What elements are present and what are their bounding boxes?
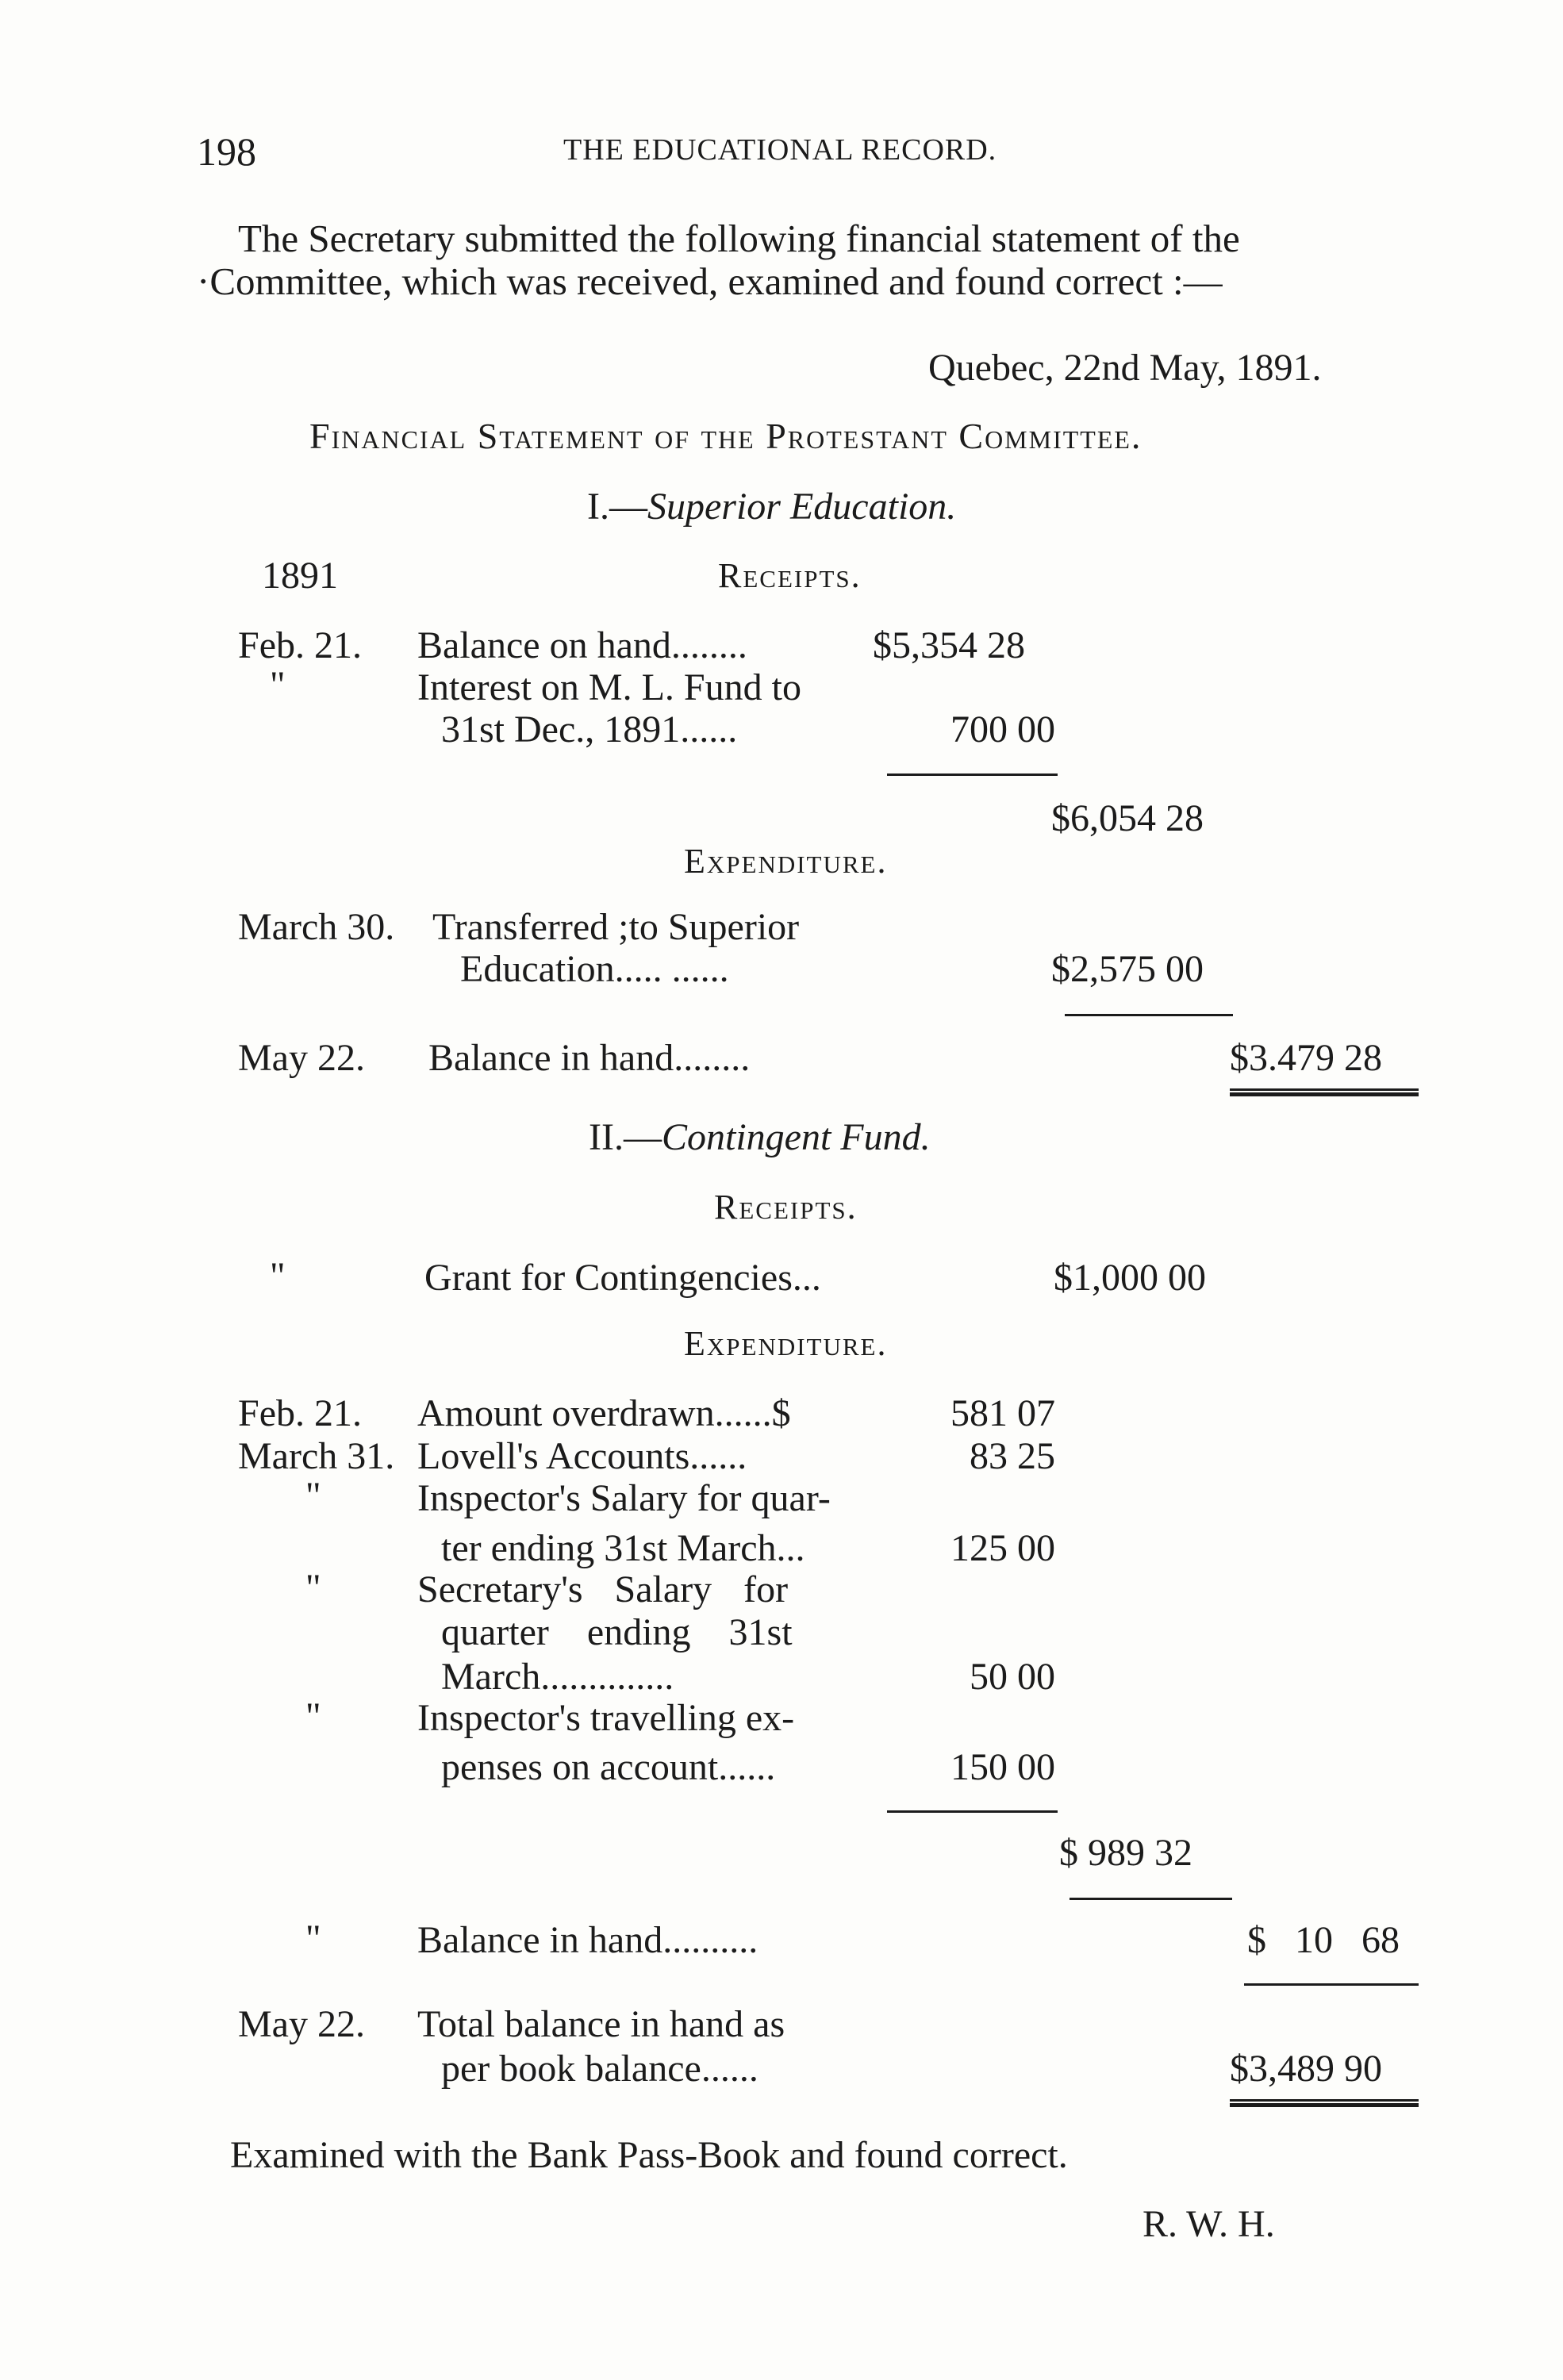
expenditure-heading-2: Expenditure. xyxy=(684,1324,888,1363)
page-number: 198 xyxy=(197,129,256,174)
row-date: May 22. xyxy=(238,1037,365,1079)
row-amount: 581 07 xyxy=(950,1392,1055,1434)
row-desc: ter ending 31st March... xyxy=(441,1527,805,1569)
initials: R. W. H. xyxy=(1142,2203,1275,2245)
dateline: Quebec, 22nd May, 1891. xyxy=(928,347,1322,389)
row-desc: Total balance in hand as xyxy=(417,2003,785,2045)
subtotal-rule xyxy=(887,1810,1058,1813)
subtotal-rule xyxy=(1070,1898,1232,1900)
section-1-heading xyxy=(587,488,956,526)
row-amount: $1,000 00 xyxy=(1054,1257,1206,1299)
ditto-mark: " xyxy=(270,664,286,706)
row-desc: penses on account...... xyxy=(441,1746,776,1788)
row-date: May 22. xyxy=(238,2003,365,2045)
receipts-heading-1: Receipts. xyxy=(718,556,862,595)
row-amount: 83 25 xyxy=(970,1435,1055,1477)
row-amount: 50 00 xyxy=(970,1656,1055,1698)
intro-line-1: The Secretary submitted the following financial statement of the xyxy=(238,217,1240,260)
ditto-mark: " xyxy=(305,1475,321,1517)
total-balance-amount: $3,489 90 xyxy=(1230,2048,1382,2090)
expenditure-total: $ 989 32 xyxy=(1059,1832,1192,1874)
double-rule xyxy=(1230,1088,1419,1096)
statement-title: Financial Statement of the Protestant Committee. xyxy=(309,416,1142,456)
intro-line-2: ·Committee, which was received, examined and found correct :— xyxy=(197,259,1223,303)
section-title: Superior Education. xyxy=(647,486,957,528)
section-numeral: I.— xyxy=(587,486,647,528)
row-desc: Interest on M. L. Fund to xyxy=(417,666,801,708)
double-rule xyxy=(1230,2099,1419,2107)
subtotal-rule xyxy=(1065,1014,1233,1016)
row-date: March 31. xyxy=(238,1435,395,1477)
row-desc: Balance in hand.......... xyxy=(417,1919,758,1961)
year-label: 1891 xyxy=(262,555,338,597)
row-desc: Inspector's travelling ex- xyxy=(417,1697,795,1739)
row-desc: per book balance...... xyxy=(441,2048,758,2090)
balance-amount: $3.479 28 xyxy=(1230,1037,1382,1079)
ditto-mark: " xyxy=(305,1695,321,1737)
row-desc: March.............. xyxy=(441,1656,674,1698)
row-desc: Grant for Contingencies... xyxy=(424,1257,821,1299)
row-amount: $5,354 28 xyxy=(873,624,1025,666)
row-date: Feb. 21. xyxy=(238,624,362,666)
row-desc: quarter ending 31st xyxy=(441,1611,793,1653)
section-title: Contingent Fund. xyxy=(661,1116,931,1158)
row-desc: Education..... ...... xyxy=(460,948,729,990)
section-numeral: II.— xyxy=(589,1116,662,1158)
row-date: Feb. 21. xyxy=(238,1392,362,1434)
receipts-total: $6,054 28 xyxy=(1051,797,1204,839)
row-amount: 700 00 xyxy=(950,708,1055,750)
subtotal-rule xyxy=(887,774,1058,776)
row-desc: Amount overdrawn......$ xyxy=(417,1392,791,1434)
running-title: THE EDUCATIONAL RECORD. xyxy=(563,133,997,167)
balance-amount: $ 10 68 xyxy=(1247,1919,1400,1961)
row-desc: 31st Dec., 1891...... xyxy=(441,708,738,750)
receipts-heading-2: Receipts. xyxy=(714,1188,858,1226)
row-desc: Lovell's Accounts...... xyxy=(417,1435,747,1477)
ditto-mark: " xyxy=(305,1567,321,1609)
row-desc: Balance on hand........ xyxy=(417,624,747,666)
row-desc: Secretary's Salary for xyxy=(417,1568,789,1610)
row-desc: Balance in hand........ xyxy=(428,1037,751,1079)
subtotal-rule xyxy=(1244,1983,1419,1986)
row-date: March 30. xyxy=(238,906,395,948)
row-desc: Inspector's Salary for quar- xyxy=(417,1477,831,1519)
ditto-mark: " xyxy=(270,1255,286,1297)
row-amount: 125 00 xyxy=(950,1527,1055,1569)
examined-note: Examined with the Bank Pass-Book and found correct. xyxy=(230,2134,1068,2176)
ditto-mark: " xyxy=(305,1917,321,1960)
expenditure-heading-1: Expenditure. xyxy=(684,842,888,881)
row-amount: $2,575 00 xyxy=(1051,948,1204,990)
row-amount: 150 00 xyxy=(950,1746,1055,1788)
section-2-heading xyxy=(589,1116,931,1158)
row-desc: Transferred ;to Superior xyxy=(432,906,800,948)
